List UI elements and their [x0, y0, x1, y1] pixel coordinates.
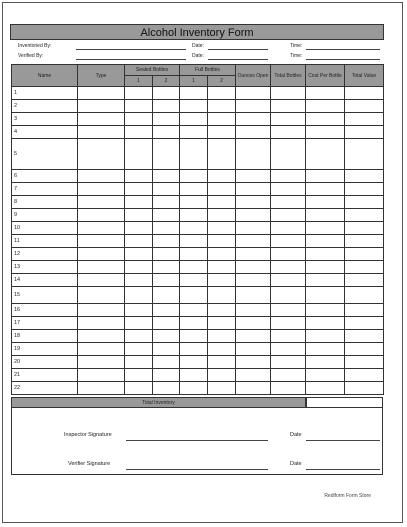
- table-cell[interactable]: [78, 113, 125, 126]
- table-cell[interactable]: [345, 330, 384, 343]
- table-cell[interactable]: [345, 196, 384, 209]
- table-cell[interactable]: [271, 317, 306, 330]
- time-field-2[interactable]: [306, 59, 380, 60]
- table-cell[interactable]: [153, 126, 180, 139]
- table-cell[interactable]: [271, 356, 306, 369]
- table-cell[interactable]: [180, 209, 208, 222]
- table-cell[interactable]: [236, 261, 271, 274]
- table-cell[interactable]: [306, 330, 345, 343]
- table-cell[interactable]: [180, 356, 208, 369]
- date-label-3: Date: [290, 432, 302, 438]
- col-sealed-1: 1: [125, 76, 153, 87]
- table-cell[interactable]: [208, 287, 236, 304]
- date-label-4: Date: [290, 461, 302, 467]
- table-row: [12, 248, 384, 261]
- table-cell[interactable]: [78, 126, 125, 139]
- row-number: 9: [12, 209, 78, 222]
- table-cell[interactable]: [153, 183, 180, 196]
- table-row: [12, 382, 384, 395]
- table-cell[interactable]: [208, 222, 236, 235]
- date-field-2[interactable]: [208, 59, 268, 60]
- table-cell[interactable]: [345, 369, 384, 382]
- table-cell[interactable]: [125, 126, 153, 139]
- table-cell[interactable]: [345, 261, 384, 274]
- table-cell[interactable]: [236, 196, 271, 209]
- table-cell[interactable]: [345, 304, 384, 317]
- table-cell[interactable]: [345, 126, 384, 139]
- inventory-table: [11, 64, 384, 395]
- table-cell[interactable]: [236, 235, 271, 248]
- table-cell[interactable]: [180, 113, 208, 126]
- table-cell[interactable]: [78, 356, 125, 369]
- total-inventory-label: Total Inventory: [11, 397, 306, 408]
- table-cell[interactable]: [125, 261, 153, 274]
- table-cell[interactable]: [125, 287, 153, 304]
- table-cell[interactable]: [236, 183, 271, 196]
- table-cell[interactable]: [306, 196, 345, 209]
- table-cell[interactable]: [208, 139, 236, 170]
- table-cell[interactable]: [125, 196, 153, 209]
- table-cell[interactable]: [306, 287, 345, 304]
- table-cell[interactable]: [153, 287, 180, 304]
- table-cell[interactable]: [180, 87, 208, 100]
- inventoried-by-field[interactable]: [76, 49, 186, 50]
- table-row: [12, 139, 384, 170]
- table-row: [12, 113, 384, 126]
- table-cell[interactable]: [236, 382, 271, 395]
- table-cell[interactable]: [180, 235, 208, 248]
- table-row: [12, 87, 384, 100]
- table-row: [12, 170, 384, 183]
- col-ounces-open: Ounces Open: [236, 65, 271, 87]
- table-cell[interactable]: [306, 356, 345, 369]
- col-total-value: Total Value: [345, 65, 384, 87]
- table-cell[interactable]: [180, 330, 208, 343]
- table-row: [12, 235, 384, 248]
- table-cell[interactable]: [271, 274, 306, 287]
- table-cell[interactable]: [153, 261, 180, 274]
- table-cell[interactable]: [180, 274, 208, 287]
- time-label-2: Time:: [290, 53, 303, 59]
- col-full-1: 1: [180, 76, 208, 87]
- table-cell[interactable]: [208, 183, 236, 196]
- table-cell[interactable]: [180, 139, 208, 170]
- table-cell[interactable]: [208, 126, 236, 139]
- table-cell[interactable]: [125, 274, 153, 287]
- inspector-date-field[interactable]: [306, 440, 380, 441]
- table-cell[interactable]: [236, 87, 271, 100]
- total-inventory-field[interactable]: [306, 397, 383, 408]
- table-cell[interactable]: [125, 343, 153, 356]
- col-full-bottles: Full Bottles: [180, 65, 236, 76]
- table-row: [12, 100, 384, 113]
- col-cost-per-bottle: Cost Per Bottle: [306, 65, 345, 87]
- table-cell[interactable]: [78, 170, 125, 183]
- table-cell[interactable]: [271, 113, 306, 126]
- table-cell[interactable]: [125, 356, 153, 369]
- verifier-date-field[interactable]: [306, 469, 380, 470]
- table-cell[interactable]: [271, 139, 306, 170]
- table-cell[interactable]: [345, 170, 384, 183]
- table-cell[interactable]: [125, 100, 153, 113]
- col-sealed-2: 2: [153, 76, 180, 87]
- table-cell[interactable]: [180, 183, 208, 196]
- table-cell[interactable]: [180, 261, 208, 274]
- table-cell[interactable]: [78, 261, 125, 274]
- table-cell[interactable]: [236, 343, 271, 356]
- table-row: [12, 222, 384, 235]
- header-row-2: [12, 51, 382, 62]
- row-number: 16: [12, 304, 78, 317]
- table-cell[interactable]: [78, 382, 125, 395]
- table-cell[interactable]: [153, 330, 180, 343]
- row-number: 15: [12, 287, 78, 304]
- table-cell[interactable]: [306, 317, 345, 330]
- table-cell[interactable]: [236, 287, 271, 304]
- table-cell[interactable]: [153, 274, 180, 287]
- table-row: [12, 304, 384, 317]
- table-cell[interactable]: [236, 356, 271, 369]
- table-cell[interactable]: [236, 170, 271, 183]
- table-cell[interactable]: [180, 248, 208, 261]
- table-cell[interactable]: [180, 317, 208, 330]
- row-number: 11: [12, 235, 78, 248]
- table-row: [12, 369, 384, 382]
- row-number: 17: [12, 317, 78, 330]
- table-cell[interactable]: [125, 235, 153, 248]
- table-cell[interactable]: [236, 330, 271, 343]
- row-number: 12: [12, 248, 78, 261]
- table-cell[interactable]: [153, 304, 180, 317]
- table-cell[interactable]: [208, 87, 236, 100]
- table-cell[interactable]: [271, 330, 306, 343]
- table-cell[interactable]: [236, 113, 271, 126]
- table-cell[interactable]: [271, 170, 306, 183]
- table-cell[interactable]: [208, 170, 236, 183]
- time-field-1[interactable]: [306, 49, 380, 50]
- verifier-signature-label: Verifier Signature: [68, 461, 111, 467]
- table-cell[interactable]: [125, 183, 153, 196]
- table-cell[interactable]: [208, 317, 236, 330]
- table-cell[interactable]: [78, 87, 125, 100]
- table-cell[interactable]: [153, 87, 180, 100]
- table-cell[interactable]: [306, 248, 345, 261]
- footer-text: Rediform Form Store: [324, 493, 371, 499]
- table-row: [12, 317, 384, 330]
- table-cell[interactable]: [153, 382, 180, 395]
- table-row: [12, 287, 384, 304]
- table-cell[interactable]: [306, 183, 345, 196]
- table-cell[interactable]: [78, 183, 125, 196]
- col-full-2: 2: [208, 76, 236, 87]
- table-cell[interactable]: [271, 369, 306, 382]
- row-number: 18: [12, 330, 78, 343]
- table-cell[interactable]: [306, 222, 345, 235]
- form-title: Alcohol Inventory Form: [10, 24, 384, 40]
- table-cell[interactable]: [306, 126, 345, 139]
- table-cell[interactable]: [345, 113, 384, 126]
- table-cell[interactable]: [271, 261, 306, 274]
- row-number: 19: [12, 343, 78, 356]
- table-cell[interactable]: [180, 287, 208, 304]
- table-cell[interactable]: [306, 235, 345, 248]
- table-cell[interactable]: [208, 304, 236, 317]
- table-cell[interactable]: [271, 287, 306, 304]
- row-number: 8: [12, 196, 78, 209]
- table-cell[interactable]: [180, 382, 208, 395]
- table-cell[interactable]: [208, 235, 236, 248]
- inventoried-by-label: Inventoried By:: [18, 43, 52, 49]
- table-cell[interactable]: [153, 100, 180, 113]
- table-cell[interactable]: [306, 369, 345, 382]
- table-cell[interactable]: [180, 170, 208, 183]
- row-number: 13: [12, 261, 78, 274]
- table-cell[interactable]: [306, 170, 345, 183]
- table-cell[interactable]: [345, 235, 384, 248]
- table-cell[interactable]: [208, 248, 236, 261]
- table-cell[interactable]: [153, 356, 180, 369]
- table-cell[interactable]: [125, 139, 153, 170]
- date-field-1[interactable]: [208, 49, 268, 50]
- table-cell[interactable]: [153, 235, 180, 248]
- table-cell[interactable]: [306, 343, 345, 356]
- table-cell[interactable]: [345, 287, 384, 304]
- table-cell[interactable]: [125, 209, 153, 222]
- table-cell[interactable]: [153, 113, 180, 126]
- table-cell[interactable]: [208, 274, 236, 287]
- table-cell[interactable]: [345, 317, 384, 330]
- signature-section: [11, 408, 383, 475]
- table-cell[interactable]: [306, 209, 345, 222]
- table-cell[interactable]: [345, 222, 384, 235]
- table-cell[interactable]: [271, 126, 306, 139]
- table-cell[interactable]: [153, 369, 180, 382]
- time-label: Time:: [290, 43, 303, 49]
- table-cell[interactable]: [208, 330, 236, 343]
- table-cell[interactable]: [180, 343, 208, 356]
- table-cell[interactable]: [236, 100, 271, 113]
- table-cell[interactable]: [306, 382, 345, 395]
- table-cell[interactable]: [345, 274, 384, 287]
- table-cell[interactable]: [125, 304, 153, 317]
- col-type: Type: [78, 65, 125, 87]
- table-cell[interactable]: [271, 235, 306, 248]
- table-cell[interactable]: [271, 248, 306, 261]
- table-row: [12, 356, 384, 369]
- table-cell[interactable]: [125, 317, 153, 330]
- table-cell[interactable]: [153, 170, 180, 183]
- table-cell[interactable]: [125, 113, 153, 126]
- table-cell[interactable]: [153, 196, 180, 209]
- row-number: 6: [12, 170, 78, 183]
- table-cell[interactable]: [208, 343, 236, 356]
- table-cell[interactable]: [306, 100, 345, 113]
- table-cell[interactable]: [236, 139, 271, 170]
- table-cell[interactable]: [78, 222, 125, 235]
- table-cell[interactable]: [180, 126, 208, 139]
- table-row: [12, 126, 384, 139]
- table-cell[interactable]: [236, 304, 271, 317]
- table-cell[interactable]: [180, 222, 208, 235]
- table-row: [12, 343, 384, 356]
- table-cell[interactable]: [208, 196, 236, 209]
- table-cell[interactable]: [78, 100, 125, 113]
- table-cell[interactable]: [78, 248, 125, 261]
- table-cell[interactable]: [345, 87, 384, 100]
- table-cell[interactable]: [271, 304, 306, 317]
- row-number: 10: [12, 222, 78, 235]
- table-cell[interactable]: [236, 126, 271, 139]
- table-cell[interactable]: [78, 330, 125, 343]
- table-cell[interactable]: [208, 113, 236, 126]
- table-cell[interactable]: [125, 248, 153, 261]
- table-cell[interactable]: [180, 100, 208, 113]
- date-label-1: Date:: [192, 43, 204, 49]
- row-number: 2: [12, 100, 78, 113]
- table-cell[interactable]: [153, 317, 180, 330]
- table-cell[interactable]: [345, 356, 384, 369]
- row-number: 5: [12, 139, 78, 170]
- table-cell[interactable]: [345, 209, 384, 222]
- table-cell[interactable]: [208, 209, 236, 222]
- table-cell[interactable]: [78, 196, 125, 209]
- table-cell[interactable]: [78, 304, 125, 317]
- table-cell[interactable]: [153, 139, 180, 170]
- row-number: 14: [12, 274, 78, 287]
- table-cell[interactable]: [208, 369, 236, 382]
- table-cell[interactable]: [78, 139, 125, 170]
- row-number: 1: [12, 87, 78, 100]
- row-number: 4: [12, 126, 78, 139]
- table-row: [12, 274, 384, 287]
- table-cell[interactable]: [180, 304, 208, 317]
- table-cell[interactable]: [271, 87, 306, 100]
- table-cell[interactable]: [306, 87, 345, 100]
- table-cell[interactable]: [208, 356, 236, 369]
- table-row: [12, 209, 384, 222]
- table-cell[interactable]: [208, 382, 236, 395]
- table-cell[interactable]: [180, 196, 208, 209]
- table-cell[interactable]: [306, 304, 345, 317]
- table-cell[interactable]: [125, 170, 153, 183]
- table-cell[interactable]: [345, 183, 384, 196]
- table-cell[interactable]: [271, 183, 306, 196]
- table-cell[interactable]: [153, 343, 180, 356]
- table-cell[interactable]: [345, 343, 384, 356]
- row-number: 3: [12, 113, 78, 126]
- table-cell[interactable]: [271, 209, 306, 222]
- table-cell[interactable]: [236, 209, 271, 222]
- inspector-signature-label: Inspector Signature: [64, 432, 112, 438]
- table-cell[interactable]: [125, 330, 153, 343]
- col-sealed-bottles: Sealed Bottles: [125, 65, 180, 76]
- table-cell[interactable]: [271, 196, 306, 209]
- row-number: 20: [12, 356, 78, 369]
- table-cell[interactable]: [153, 248, 180, 261]
- verified-by-field[interactable]: [76, 59, 186, 60]
- table-cell[interactable]: [306, 113, 345, 126]
- table-cell[interactable]: [236, 222, 271, 235]
- table-cell[interactable]: [153, 222, 180, 235]
- table-cell[interactable]: [271, 222, 306, 235]
- table-cell[interactable]: [125, 369, 153, 382]
- table-cell[interactable]: [78, 235, 125, 248]
- table-row: [12, 330, 384, 343]
- table-cell[interactable]: [180, 369, 208, 382]
- date-label-2: Date:: [192, 53, 204, 59]
- table-cell[interactable]: [345, 100, 384, 113]
- table-cell[interactable]: [271, 343, 306, 356]
- table-cell[interactable]: [345, 139, 384, 170]
- table-cell[interactable]: [306, 139, 345, 170]
- table-row: [12, 183, 384, 196]
- table-cell[interactable]: [208, 100, 236, 113]
- table-cell[interactable]: [78, 287, 125, 304]
- row-number: 7: [12, 183, 78, 196]
- table-cell[interactable]: [78, 209, 125, 222]
- table-row: [12, 196, 384, 209]
- col-total-bottles: Total Bottles: [271, 65, 306, 87]
- table-cell[interactable]: [208, 261, 236, 274]
- table-cell[interactable]: [306, 261, 345, 274]
- verifier-signature-field[interactable]: [126, 469, 268, 470]
- table-cell[interactable]: [271, 100, 306, 113]
- inspector-signature-field[interactable]: [126, 440, 268, 441]
- row-number: 21: [12, 369, 78, 382]
- table-cell[interactable]: [78, 274, 125, 287]
- table-cell[interactable]: [125, 222, 153, 235]
- table-cell[interactable]: [125, 382, 153, 395]
- row-number: 22: [12, 382, 78, 395]
- table-cell[interactable]: [236, 317, 271, 330]
- table-cell[interactable]: [345, 248, 384, 261]
- table-cell[interactable]: [306, 274, 345, 287]
- table-cell[interactable]: [236, 248, 271, 261]
- verified-by-label: Verified By:: [18, 53, 44, 59]
- table-cell[interactable]: [78, 369, 125, 382]
- table-cell[interactable]: [78, 343, 125, 356]
- table-cell[interactable]: [345, 382, 384, 395]
- table-cell[interactable]: [236, 369, 271, 382]
- table-cell[interactable]: [125, 87, 153, 100]
- table-cell[interactable]: [78, 317, 125, 330]
- table-cell[interactable]: [271, 382, 306, 395]
- table-row: [12, 261, 384, 274]
- table-cell[interactable]: [153, 209, 180, 222]
- table-cell[interactable]: [236, 274, 271, 287]
- col-name: Name: [12, 65, 78, 87]
